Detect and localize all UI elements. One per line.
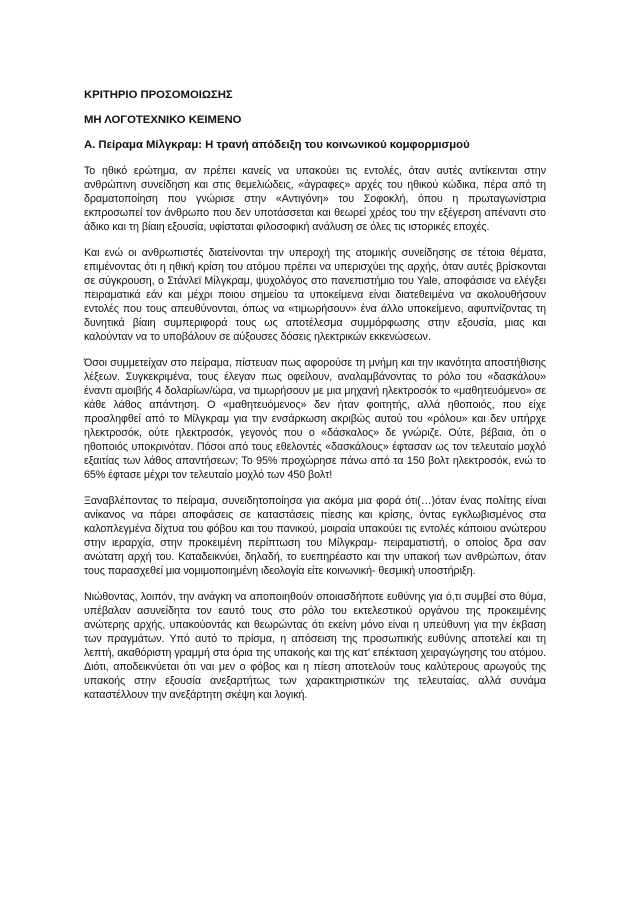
section-title: ΜΗ ΛΟΓΟΤΕΧΝΙΚΟ ΚΕΙΜΕΝΟ [84, 114, 242, 126]
text-title: Α. Πείραμα Μίλγκραμ: Η τρανή απόδειξη του κοινωνικού κομφορμισμού [84, 139, 470, 151]
exam-title: ΚΡΙΤΗΡΙΟ ΠΡΟΣΟΜΟΙΩΣΗΣ [84, 89, 233, 101]
paragraph-5: Νιώθοντας, λοιπόν, την ανάγκη να αποποιηθούν οποιασδήποτε ευθύνης για ό,τι συμβεί στο θύμα, υπέβαλαν ασυνείδητα τον εαυτό τους στο ρόλο του εκτελεστικού οργάνου της προκειμένης ανώτερης αρχής, υπακούοντάς και θεωρώντας ότι εκείνη μόνο είναι η υπεύθυνη για την έκβαση των πραγμάτων. Υπό αυτό το πρίσμα, η απόσειση της προσωπικής ευθύνης αποτελεί και τη λεπτή, ακαθόριστη γραμμή στα όρια της υπακοής και της κατ' επέκταση χειραγώγησης του ατόμου. Διότι, αποδεικνύεται ότι ναι μεν ο φόβος και η πίεση αποτελούν τους καλύτερους αρωγούς της υπακοής στην εξουσία ανεξαρτήτως των χαρακτηριστικών της τελευταίας, αλλά συνάμα καταστέλλουν την ανεξάρτητη σκέψη και λογική. [84, 591, 546, 701]
document-body [84, 88, 546, 714]
paragraph-4: Ξαναβλέποντας το πείραμα, συνειδητοποίησα για ακόμα μια φορά ότι(…)όταν ένας πολίτης είναι ανίκανος να πάρει αποφάσεις σε καταστάσεις πίεσης και κρίσης, όντας εγκλωβισμένος στα καλοπλεγμένα δίχτυα του φόβου και του πανικού, μοιραία υπακούει τις εντολές κάποιου ανώτερου στην ιεραρχία, στην προκειμένη περίπτωση του Μίλγκραμ- πειραματιστή, ο οποίος δρα σαν ανώτατη αρχή του. Καταδεικνύει, δηλαδή, το ευεπηρέαστο και την υπακοή των ανθρώπων, όταν τους παρασχεθεί μια νομιμοποιημένη ιδεολογία είτε κοινωνική- θεσμική υποστήριξη. [84, 495, 546, 577]
paragraph-1: Το ηθικό ερώτημα, αν πρέπει κανείς να υπακούει τις εντολές, όταν αυτές αντίκεινται στην ανθρώπινη συνείδηση και στις θεμελιώδεις, «άγραφες» αρχές του ηθικού κώδικα, πέρα από τη δραματοποίηση που γνώρισε στην «Αντιγόνη» του Σοφοκλή, όπου η πρωταγωνίστρια εκπροσωπεί τον άνθρωπο που δεν υποτάσσεται και θεωρεί χρέος του την εξέγερση απέναντι στο άδικο και τη βίαιη εξουσία, υφίσταται φιλοσοφική ανάλυση σε όλες τις ιστορικές εποχές. [84, 165, 546, 233]
paragraph-2: Και ενώ οι ανθρωπιστές διατείνονται την υπεροχή της ατομικής συνείδησης σε τέτοια θέματα, επιμένοντας ότι η ηθική κρίση του ατόμου πρέπει να υπερισχύει της αρχής, όταν αυτές βρίσκονται σε σύγκρουση, ο Στάνλεϊ Μίλγκραμ, ψυχολόγος στο πανεπιστήμιο του Yale, αποφάσισε να ελέγξει πειραματικά εάν και μέχρι ποιου σημείου τα υποκείμενα είναι διατεθειμένα να ακολουθήσουν εντολές που τους απευθύνονται, όπως να «τιμωρήσουν» ένα άλλο υποκείμενο, αφυπνίζοντας τη δυνητικά βίαιη συμπεριφορά τους ως αποτέλεσμα συμμόρφωσης στην εξουσία, μιας και καλούνταν να το υποβάλουν σε αύξουσες δόσεις ηλεκτρικών εκκενώσεων. [84, 247, 546, 343]
paragraph-3: Όσοι συμμετείχαν στο πείραμα, πίστευαν πως αφορούσε τη μνήμη και την ικανότητα αποστήθισης λέξεων. Συγκεκριμένα, τους έλεγαν πως οφείλουν, αναλαμβάνοντας το ρόλο του «δασκάλου» έναντι αμοιβής 4 δολαρίων/ώρα, να τιμωρήσουν με μια μηχανή ηλεκτροσόκ το «μαθητευόμενο» σε κάθε λάθος απάντηση. Ο «μαθητευόμενος» δεν ήταν φοιτητής, αλλά ηθοποιός, που είχε προσληφθεί από το Μίλγκραμ για την ενσάρκωση ακριβώς αυτού του «ρόλου» και δεν υπήρχε ηλεκτροσόκ, ούτε ηλεκτροσόκ, γεγονός που ο «δάσκαλος» δε γνώριζε. Ούτε, βέβαια, ότι ο ηθοποιός υποκρινόταν. Πόσοι από τους εθελοντές «δασκάλους» έφτασαν ως τον τελευταίο μοχλό εξαιτίας των λάθος απαντήσεων; Το 95% προχώρησε πάνω από τα 150 βολτ ηλεκτροσόκ, ενώ το 65% έφτασε μέχρι τον τελευταίο μοχλό των 450 βολτ! [84, 357, 546, 481]
